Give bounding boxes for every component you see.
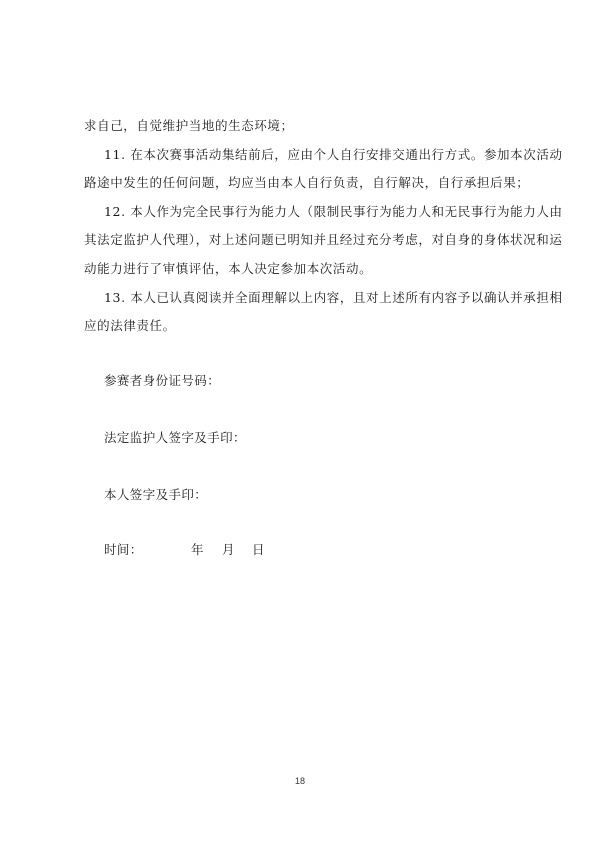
item-12-line-1: 12. 本人作为完全民事行为能力人（限制民事行为能力人和无民事行为能力人由 [104, 204, 563, 219]
item-13-line-1: 13. 本人已认真阅读并全面理解以上内容，且对上述所有内容予以确认并承担相 [104, 290, 563, 305]
item-12-line-3: 动能力进行了审慎评估，本人决定参加本次活动。 [84, 261, 373, 276]
id-number-label: 参赛者身份证号码： [104, 373, 221, 388]
page-number: 18 [294, 776, 305, 786]
item-13-line-2: 应的法律责任。 [84, 318, 176, 333]
self-signature-label: 本人签字及手印： [104, 487, 208, 502]
guardian-signature-label: 法定监护人签字及手印： [104, 430, 246, 445]
item-12-line-2: 其法定监护人代理），对上述问题已明知并且经过充分考虑，对自身的身体状况和运 [84, 232, 563, 247]
year-label: 年 [191, 542, 204, 557]
month-label: 月 [222, 542, 235, 557]
item-11-line-1: 11. 在本次赛事活动集结前后，应由个人自行安排交通出行方式。参加本次活动 [104, 147, 563, 162]
day-label: 日 [252, 542, 265, 557]
time-label: 时间： [104, 542, 143, 557]
item-11-line-2: 路途中发生的任何问题，均应当由本人自行负责，自行解决，自行承担后果； [84, 175, 530, 190]
paragraph-continuation-line: 求自己，自觉维护当地的生态环境； [84, 118, 294, 133]
